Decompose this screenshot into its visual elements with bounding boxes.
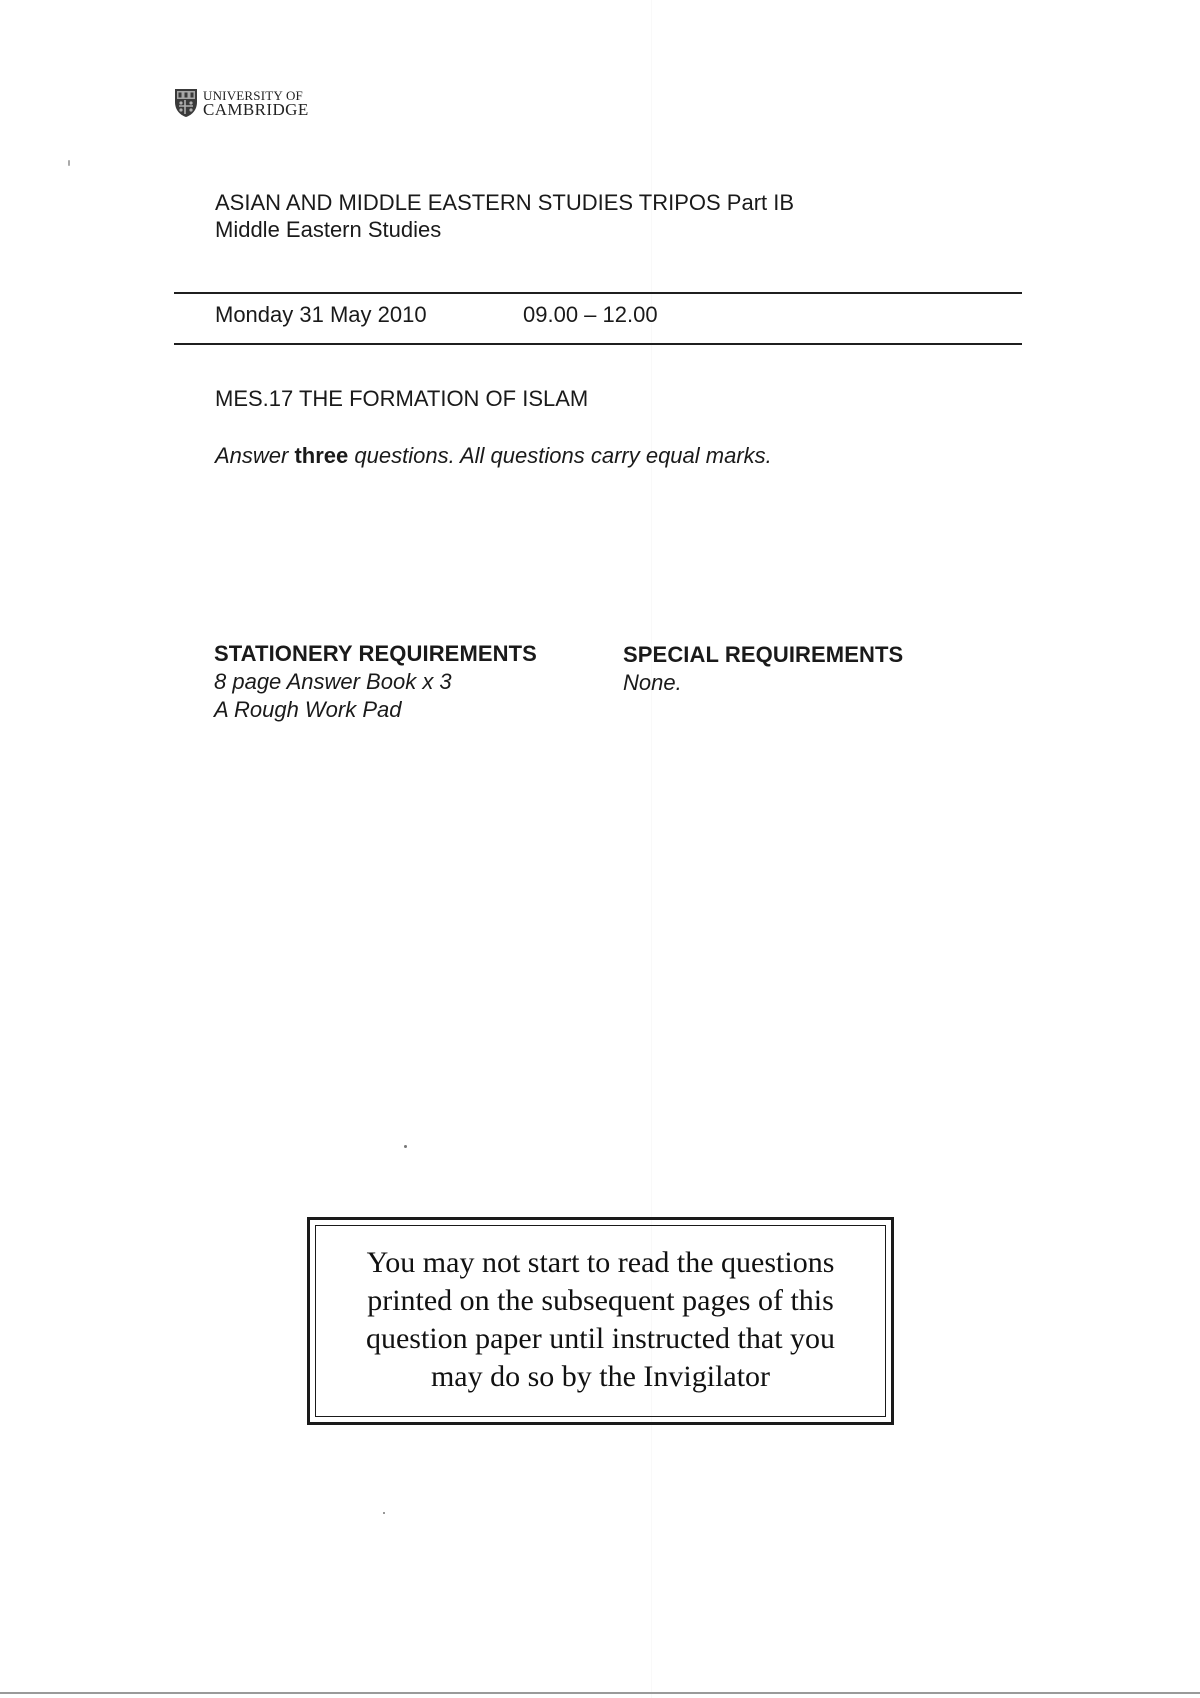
special-heading: SPECIAL REQUIREMENTS	[623, 642, 904, 667]
university-logo	[174, 86, 309, 120]
special-requirements	[623, 641, 903, 697]
instructions-before: Answer	[215, 443, 295, 468]
notice-line: printed on the subsequent pages of this	[367, 1284, 834, 1317]
scan-speck	[383, 1512, 385, 1514]
instructions-after: questions. All questions carry equal marks.	[348, 443, 772, 468]
notice-line: question paper until instructed that you	[365, 1322, 836, 1355]
scan-speck	[68, 160, 70, 166]
instructions-emphasis: three	[294, 443, 349, 468]
scan-fold-line	[651, 0, 652, 1698]
paper-title: MES.17 THE FORMATION OF ISLAM	[215, 386, 589, 411]
stationery-requirements	[214, 640, 537, 724]
scan-bottom-edge	[0, 1692, 1200, 1694]
exam-date: Monday 31 May 2010	[215, 302, 427, 327]
bottom-divider	[174, 343, 1022, 345]
scan-speck	[404, 1145, 407, 1148]
stationery-item: A Rough Work Pad	[214, 697, 402, 722]
university-name-line1: UNIVERSITY OF	[203, 88, 303, 103]
exam-instructions	[215, 442, 772, 469]
exam-title: ASIAN AND MIDDLE EASTERN STUDIES TRIPOS Part IB	[215, 190, 795, 215]
stationery-item: 8 page Answer Book x 3	[214, 669, 452, 694]
notice-line: You may not start to read the questions	[366, 1246, 835, 1279]
top-divider	[174, 292, 1022, 294]
exam-time: 09.00 – 12.00	[523, 302, 658, 327]
university-name-line2: CAMBRIDGE	[203, 100, 309, 119]
stationery-heading: STATIONERY REQUIREMENTS	[214, 641, 537, 666]
cambridge-crest-icon	[174, 88, 198, 118]
invigilator-notice	[307, 1217, 894, 1425]
notice-text	[310, 1244, 891, 1396]
special-item: None.	[623, 670, 682, 695]
university-name	[203, 89, 309, 117]
notice-line: may do so by the Invigilator	[430, 1360, 771, 1393]
exam-subject: Middle Eastern Studies	[215, 217, 442, 242]
